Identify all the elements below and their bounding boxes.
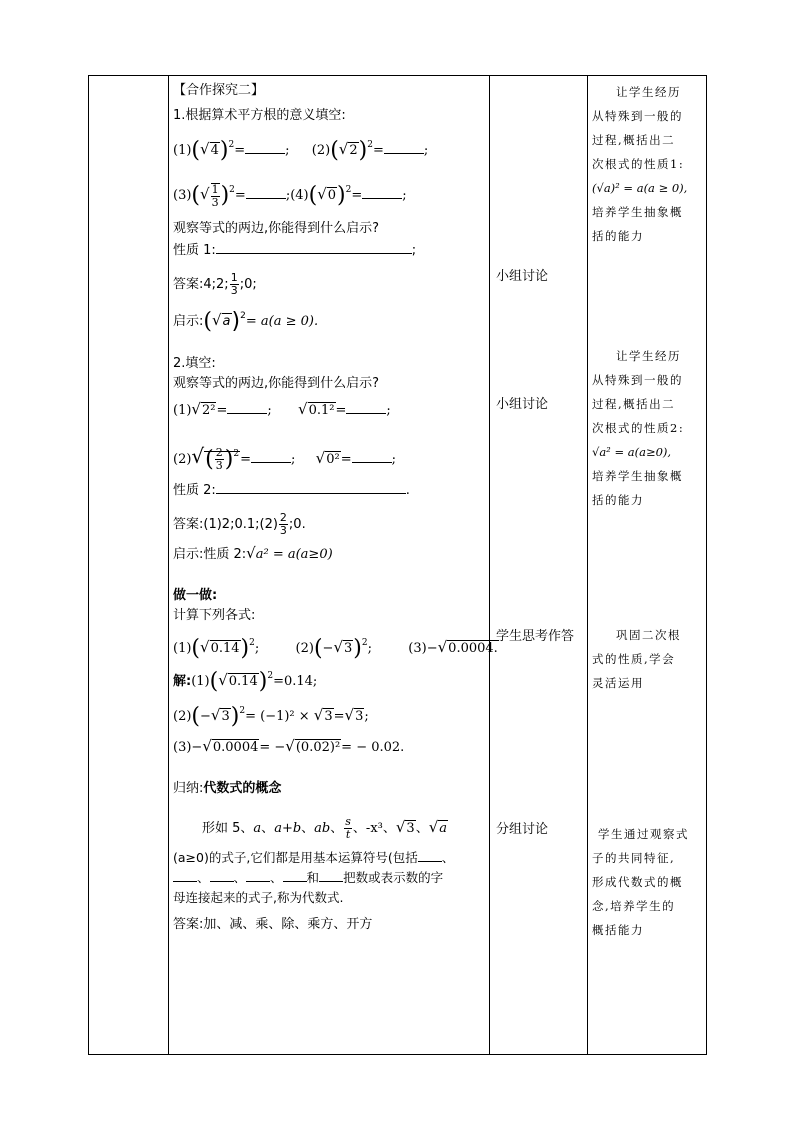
practice-solution-2: $(2)(-√3)^2= (-1)^2 \times √3=√3$;: [173, 704, 369, 729]
part2-row1: (1)√2²= ; √0.1²= ;: [173, 400, 391, 418]
practice-solution-1: 解$:(1)(√0.14)^2=0.14$;: [173, 669, 318, 694]
part2-hint: 启示:性质 2:√a² = a(a≥0): [173, 544, 333, 562]
part1-answer: 答案:4;2; $\frac{1}{3}$ ;0;: [173, 271, 257, 297]
summary-line-4: 母连接起来的式子,称为代数式.: [173, 890, 344, 905]
summary-answer: 答案:加、减、乘、除、乘方、开方: [173, 917, 373, 932]
practice-instruction: 计算下列各式:: [173, 608, 256, 623]
column-divider: [587, 76, 588, 1054]
column-divider: [168, 76, 169, 1054]
part1-hint: 启示$:(√a)^2= a(a \ge 0)$.: [173, 309, 319, 334]
summary-line-2: (a≥0)的式子,它们都是用基本运算符号(包括 、: [173, 850, 455, 865]
practice-heading: 做一做:: [173, 588, 218, 603]
note-4: 学生通过观察式 子的共同特征, 形成代数式的概 念,培养学生的 概括能力: [592, 827, 689, 937]
part1-question: 观察等式的两边,你能得到什么启示?: [173, 221, 380, 236]
part1-row2: (3)(√ $\frac{1}{3}$ )$^2= ;(4)(√0)^2=$ ;: [173, 182, 407, 209]
activity-3: 学生思考作答: [496, 629, 575, 644]
part1-row1: $(1)(√4)^2=$ ; $(2)(√2)^2=$ ;: [173, 138, 429, 163]
activity-4: 分组讨论: [496, 822, 549, 837]
activity-2: 小组讨论: [496, 397, 549, 412]
part2-answer: 答案:(1)2;0.1;(2) $\frac{2}{3}$ ;0.: [173, 511, 306, 537]
part2-heading: 2.填空:: [173, 356, 216, 371]
part2-row2: (2)√( $\frac{2}{3}$ )$^2$= ; √0²= ;: [173, 444, 397, 472]
summary-line-3: 、 、 、 和 把数或表示数的字: [173, 870, 443, 886]
column-divider: [489, 76, 490, 1054]
note-2: 让学生经历 从特殊到一般的 过程,概括出二 次根式的性质2: √a² = a(a≥0), 培养学生抽象概 括的能力: [592, 349, 685, 507]
summary-heading: 归纳:代数式的概念: [173, 781, 282, 796]
section-title: 【合作探究二】: [173, 83, 265, 98]
activity-1: 小组讨论: [496, 269, 549, 284]
part1-property: 性质 1: ;: [173, 243, 417, 258]
practice-questions: $(1)(√0.14)^2$; $(2)(-√3)^2$; (3)−√0.0004.: [173, 636, 498, 661]
note-1: 让学生经历 从特殊到一般的 过程,概括出二 次根式的性质1: (√a)² = a(a ≥ 0), 培养学生抽象概 括的能力: [592, 85, 688, 243]
summary-line-1: 形如 5、a、a+b、ab、 $\frac{s}{t}$ 、-x³、√3、√a: [202, 815, 448, 841]
note-3: 巩固二次根 式的性质,学会 灵活运用: [592, 628, 681, 690]
part2-property: 性质 2: .: [173, 483, 410, 498]
part1-heading: 1.根据算术平方根的意义填空:: [173, 108, 346, 123]
part2-question: 观察等式的两边,你能得到什么启示?: [173, 376, 380, 391]
practice-solution-3: (3)−√0.0004= −√(0.02)²= − 0.02.: [173, 737, 405, 755]
